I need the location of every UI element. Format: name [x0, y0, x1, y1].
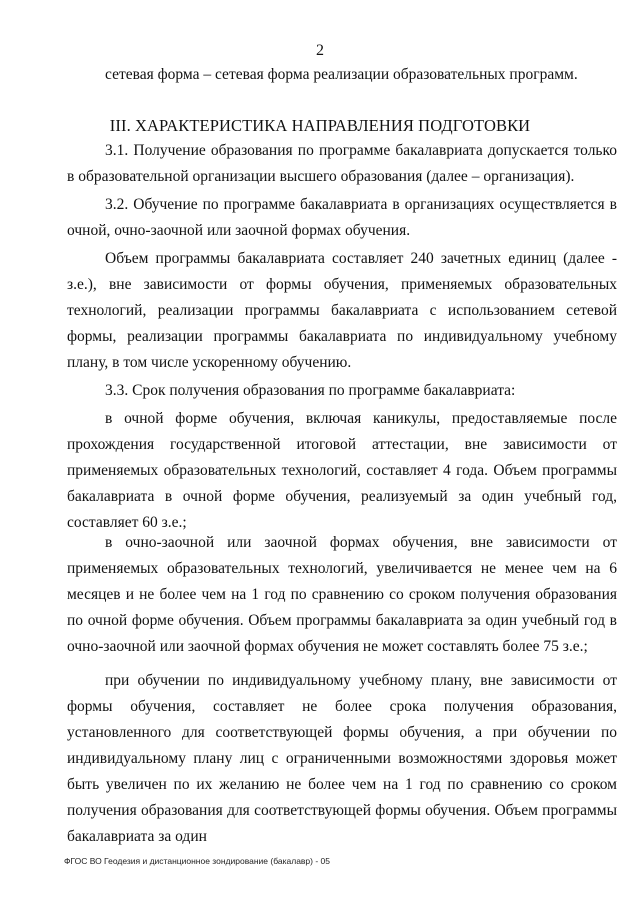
paragraph-3-1: 3.1. Получение образования по программе бакалавриата допускается только в образовательной организации высшего образования (далее – организация). [67, 142, 617, 185]
page-number: 2 [316, 42, 324, 59]
document-footer: ФГОС ВО Геодезия и дистанционное зондирование (бакалавр) - 05 [64, 856, 331, 866]
paragraph-volume: Объем программы бакалавриата составляет 240 зачетных единиц (далее - з.е.), вне зависимости от формы обучения, применяемых образовательных технологий, реализации программы бакалавриата с использованием сетевой формы, реализации программы бакалавриата по индивидуальному учебному плану, в том числе ускоренному обучению. [67, 250, 617, 371]
intro-line: сетевая форма – сетевая форма реализации образовательных программ. [105, 66, 578, 83]
section-body-bottom [67, 530, 617, 858]
paragraph-individual-plan: при обучении по индивидуальному учебному плану, вне зависимости от формы обучения, составляет не более срока получения образования, установленного для соответствующей формы обучения, а при обучении по индивидуальному плану лиц с ограниченными возможностями здоровья может быть увеличен по их желанию не более чем на 1 год по сравнению со сроком получения образования для соответствующей формы обучения. Объем программы бакалавриата за один [67, 672, 617, 845]
paragraph-part-time: в очно-заочной или заочной формах обучения, вне зависимости от применяемых образовательных технологий, увеличивается не менее чем на 6 месяцев и не более чем на 1 год по сравнению со сроком получения образования по очной форме обучения. Объем программы бакалавриата за один учебный год в очно-заочной или заочной формах обучения не может составлять более 75 з.е.; [67, 534, 617, 655]
paragraph-3-2: 3.2. Обучение по программе бакалавриата в организациях осуществляется в очной, очно-заочной или заочной формах обучения. [67, 196, 617, 239]
section-heading: III. ХАРАКТЕРИСТИКА НАПРАВЛЕНИЯ ПОДГОТОВКИ [109, 116, 531, 135]
paragraph-3-3: 3.3. Срок получения образования по программе бакалавриата: [105, 382, 516, 399]
section-body-top [67, 138, 617, 538]
paragraph-full-time: в очной форме обучения, включая каникулы, предоставляемые после прохождения государственной итоговой аттестации, вне зависимости от применяемых образовательных технологий, составляет 4 года. Объем программы бакалавриата в очной форме обучения, реализуемый за один учебный год, составляет 60 з.е.; [67, 410, 617, 531]
